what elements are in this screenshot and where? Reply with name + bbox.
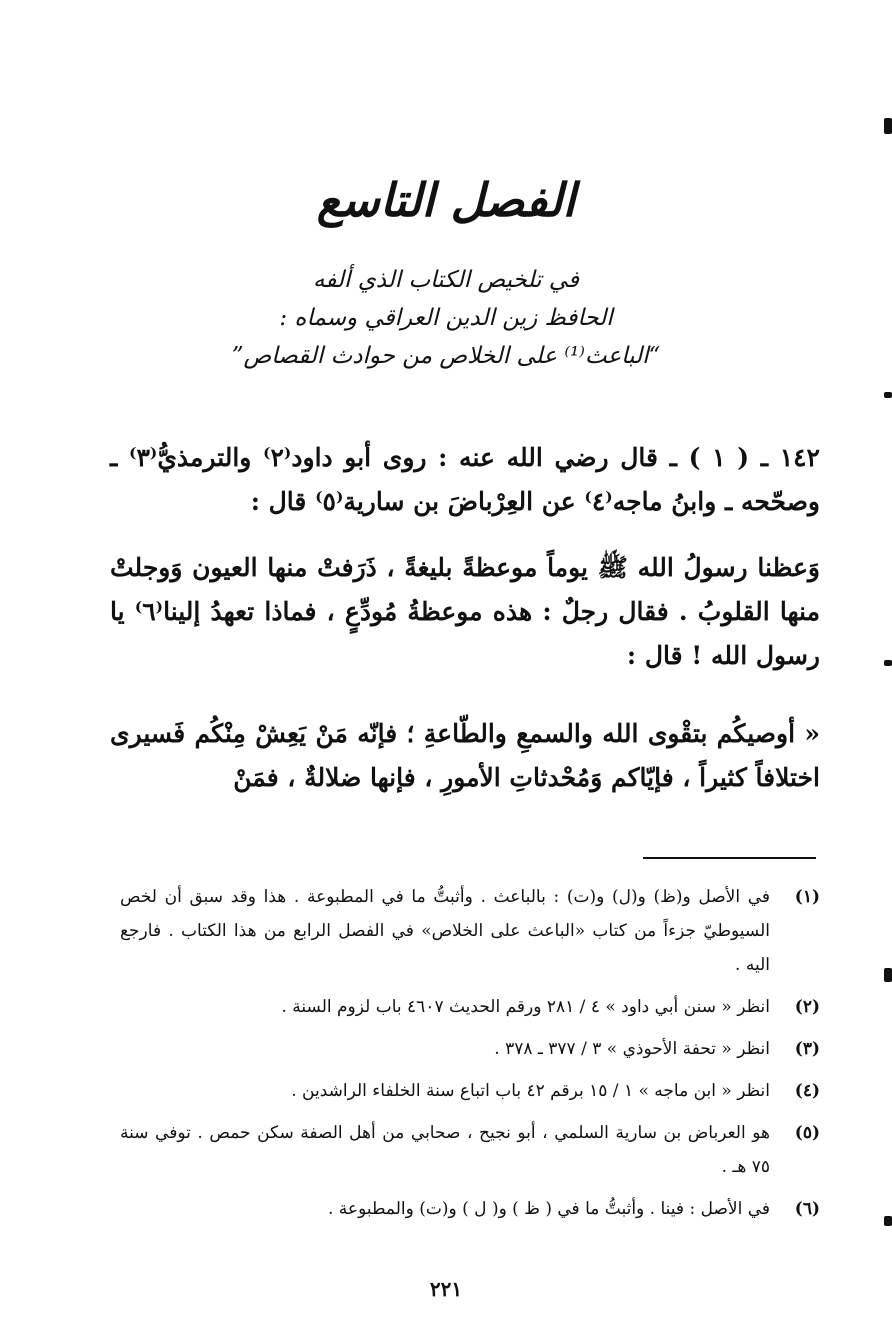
footnotes-section bbox=[120, 880, 820, 1234]
footnote bbox=[120, 880, 820, 982]
footnote-text: في الأصل : فينا . وأثبتُّ ما في ( ظ ) و( ل ) و(ت) والمطبوعة . bbox=[328, 1199, 770, 1219]
footnote-number: (٢) bbox=[794, 997, 820, 1017]
footnote bbox=[120, 1192, 820, 1226]
margin-mark bbox=[884, 118, 892, 134]
footnote-number: (١) bbox=[794, 887, 820, 907]
margin-mark bbox=[884, 968, 892, 982]
footnote bbox=[120, 990, 820, 1024]
footnote-text: انظر « سنن أبي داود » ٤ / ٢٨١ ورقم الحديث ٤٦٠٧ باب لزوم السنة . bbox=[281, 997, 770, 1017]
footnote-text: انظر « تحفة الأحوذي » ٣ / ٣٧٧ ـ ٣٧٨ . bbox=[494, 1039, 770, 1059]
subtitle-line: “الباعث⁽¹⁾ على الخلاص من حوادث القصاص” bbox=[231, 343, 661, 369]
page-number: ٢٢١ bbox=[429, 1277, 463, 1301]
footnote-number: (٤) bbox=[794, 1081, 820, 1101]
hadith-quote-paragraph: « أوصيكُم بتقْوى الله والسمعِ والطّاعةِ ؛ فإنّه مَنْ يَعِشْ مِنْكُم فَسيرى اختلافاً كثيراً ، فإيّاكم وَمُحْدثاتِ الأمورِ ، فإنها ضلالةٌ ، فمَنْ bbox=[110, 719, 820, 792]
subtitle-line: الحافظ زين الدين العراقي وسماه : bbox=[279, 305, 613, 331]
footnote-number: (٦) bbox=[794, 1199, 820, 1219]
footnote-divider bbox=[643, 857, 816, 859]
hadith-intro-paragraph: ١٤٢ ـ ( ١ ) ـ قال رضي الله عنه : روى أبو داود⁽٢⁾ والترمذيُّ⁽٣⁾ ـ وصحّحه ـ وابنُ ماجه⁽٤⁾ عن العِرْباضَ بن سارية⁽٥⁾ قال : bbox=[110, 443, 820, 516]
footnote-text: هو العرباض بن سارية السلمي ، أبو نجيح ، صحابي من أهل الصفة سكن حمص . توفي سنة ٧٥ هـ . bbox=[120, 1123, 770, 1177]
footnote-text: انظر « ابن ماجه » ١ / ١٥ برقم ٤٢ باب اتباع سنة الخلفاء الراشدين . bbox=[291, 1081, 770, 1101]
footnote bbox=[120, 1074, 820, 1108]
margin-mark bbox=[884, 1216, 892, 1226]
chapter-title: الفصل التاسع bbox=[316, 173, 576, 227]
subtitle-line: في تلخيص الكتاب الذي ألفه bbox=[313, 267, 579, 293]
margin-mark bbox=[884, 660, 892, 666]
footnote bbox=[120, 1032, 820, 1066]
margin-mark bbox=[884, 392, 892, 398]
footnote bbox=[120, 1116, 820, 1184]
footnote-number: (٥) bbox=[794, 1123, 820, 1143]
footnote-text: في الأصل و(ظ) و(ل) و(ت) : بالباعث . وأثبتُّ ما في المطبوعة . هذا وقد سبق أن لخص السيوطيّ جزءاً من كتاب «الباعث على الخلاص» في الفصل الرابع من هذا الكتاب . فارجع اليه . bbox=[120, 887, 770, 975]
hadith-narration-paragraph: وَعظنا رسولُ الله ﷺ يوماً موعظةً بليغةً ، ذَرَفتْ منها العيون وَوجلتْ منها القلوبُ . فقال رجلٌ : هذه موعظةُ مُودِّعٍ ، فماذا تعهدُ إلينا⁽٦⁾ يا رسول الله ! قال : bbox=[110, 553, 820, 670]
footnote-number: (٣) bbox=[794, 1039, 820, 1059]
